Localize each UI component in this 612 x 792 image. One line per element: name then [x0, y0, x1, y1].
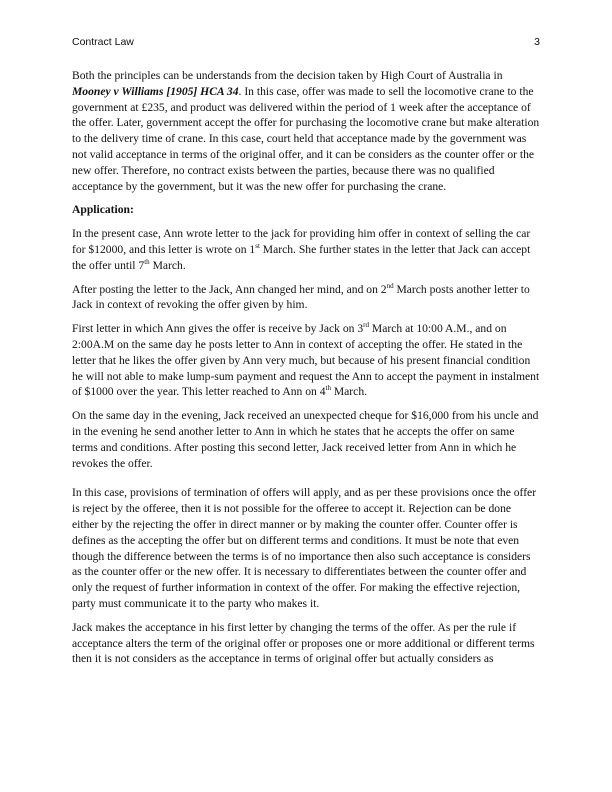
document-body: [72, 68, 540, 675]
paragraph-revocation: After posting the letter to the Jack, Ann changed her mind, and on 2nd March posts another letter to Jack in context of revoking the offer given by him.: [72, 281, 530, 312]
paragraph-first-letter: First letter in which Ann gives the offer is receive by Jack on 3rd March at 10:00 A.M., and on 2:00A.M on the same day he posts letter to Ann in context of accepting the offer. He stated in the letter that he likes the offer given by Ann very much, but because of his present financial condition he will not able to make lump-sum payment and request the Ann to accept the payment in instalment of $1000 over the year. This letter reached to Ann on 4th March.: [72, 321, 540, 399]
paragraph-cheque: On the same day in the evening, Jack received an unexpected cheque for $16,000 from his uncle and in the evening he send another letter to Ann in which he states that he accepts the offer on same terms and conditions. After posting this second letter, Jack received letter from Ann in which he revokes the offer.: [72, 409, 539, 470]
paragraph-ann-letter: In the present case, Ann wrote letter to the jack for providing him offer in context of selling the car for $12000, and this letter is wrote on 1st March. She further states in the letter that Jack can accept the offer until 7th March.: [72, 227, 531, 272]
paragraph-text: Both the principles can be understands from the decision taken by High Court of Australia in: [72, 69, 503, 82]
paragraph-termination: In this case, provisions of termination of offers will apply, and as per these provisions once the offer is reject by the offeree, then it is not possible for the offeree to accept it. Rejection can be done either by the rejecting the offer in direct manner or by making the counter offer. Counter offer is defines as the accepting the offer but on different terms and conditions. It must be note that even though the difference between the terms is of no importance then also such acceptance is considers as the counter offer or the new offer. It is necessary to differentiates between the counter offer and only the request of further information in context of the offer. For making the effective rejection, party must communicate it to the party who makes it.: [72, 486, 537, 610]
case-citation: Mooney v Williams [1905] HCA 34: [72, 84, 239, 98]
header-title: Contract Law: [72, 36, 134, 48]
section-heading-application: Application:: [72, 203, 134, 217]
page-header: [72, 36, 540, 50]
page-number: 3: [534, 36, 540, 48]
paragraph-acceptance: Jack makes the acceptance in his first letter by changing the terms of the offer. As per the rule if acceptance alters the term of the original offer or proposes one or more additional or different terms then it is not considers as the acceptance in terms of original offer but actually considers as: [72, 620, 535, 666]
paragraph-text: . In this case, offer was made to sell the locomotive crane to the government at £235, and product was delivered within the period of 1 week after the acceptance of the offer. Later, government accept the offer for purchasing the locomotive crane but make alteration to the delivery time of crane. In this case, court held that acceptance made by the government was not valid acceptance in terms of the original offer, and it can be considers as the counter offer or the new offer. Therefore, no contract exists between the parties, because there was no qualified acceptance by the government, but it was the new offer for purchasing the crane.: [72, 84, 540, 193]
paragraph-mooney-case: [72, 68, 540, 194]
